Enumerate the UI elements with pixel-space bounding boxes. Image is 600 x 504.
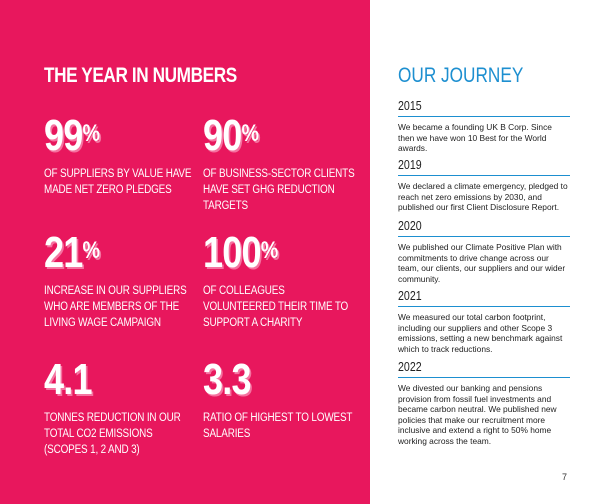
stat-label: TONNES REDUCTION IN OUR TOTAL CO2 EMISSIONS (SCOPES 1, 2 AND 3) — [44, 410, 181, 456]
journey-text: We published our Climate Positive Plan with commitments to drive change across our team, our clients, our suppliers and our wider community. — [398, 242, 566, 284]
section-title-year-in-numbers: THE YEAR IN NUMBERS — [44, 64, 237, 87]
journey-text: We declared a climate emergency, pledged to reach net zero emissions by 2030, and published our first Client Disclosure Report. — [398, 181, 568, 213]
stat-block — [44, 355, 194, 457]
journey-year: 2020 — [398, 219, 570, 237]
section-title-our-journey: OUR JOURNEY — [398, 64, 524, 87]
stat-block — [44, 111, 194, 197]
journey-year: 2015 — [398, 99, 570, 117]
journey-year: 2021 — [398, 289, 570, 307]
journey-text: We became a founding UK B Corp. Since then we have won 10 Best for the World awards. — [398, 122, 552, 154]
journey-year: 2019 — [398, 158, 570, 176]
stat-label: OF BUSINESS-SECTOR CLIENTS HAVE SET GHG REDUCTION TARGETS — [203, 166, 355, 212]
stat-value: 4.1 — [44, 355, 92, 404]
stat-value: 3.3 — [203, 355, 251, 404]
journey-text: We measured our total carbon footprint, including our suppliers and other Scope 3 emissions, setting a new benchmark against which to track reductions. — [398, 312, 563, 354]
stat-block — [44, 228, 194, 330]
stat-value: 21% — [44, 228, 100, 277]
journey-entry — [398, 219, 570, 284]
stat-block — [203, 355, 353, 441]
stat-value: 90% — [203, 111, 259, 160]
stat-label: OF SUPPLIERS BY VALUE HAVE MADE NET ZERO PLEDGES — [44, 166, 192, 196]
stat-block — [203, 111, 355, 213]
page-number: 7 — [562, 472, 568, 482]
journey-year: 2022 — [398, 360, 570, 378]
stat-value: 100% — [203, 228, 278, 277]
stat-label: OF COLLEAGUES VOLUNTEERED THEIR TIME TO SUPPORT A CHARITY — [203, 283, 349, 329]
stat-block — [203, 228, 353, 330]
stat-label: RATIO OF HIGHEST TO LOWEST SALARIES — [203, 410, 353, 440]
journey-entry — [398, 289, 570, 354]
journey-text: We divested our banking and pensions provision from fossil fuel investments and became carbon neutral. We published new policies that make our recruitment more inclusive and extend a right to 50% home working across the team. — [398, 383, 557, 446]
journey-entry — [398, 360, 570, 447]
stat-label: INCREASE IN OUR SUPPLIERS WHO ARE MEMBERS OF THE LIVING WAGE CAMPAIGN — [44, 283, 187, 329]
stat-value: 99% — [44, 111, 100, 160]
journey-entry — [398, 158, 570, 213]
journey-entry — [398, 99, 570, 154]
